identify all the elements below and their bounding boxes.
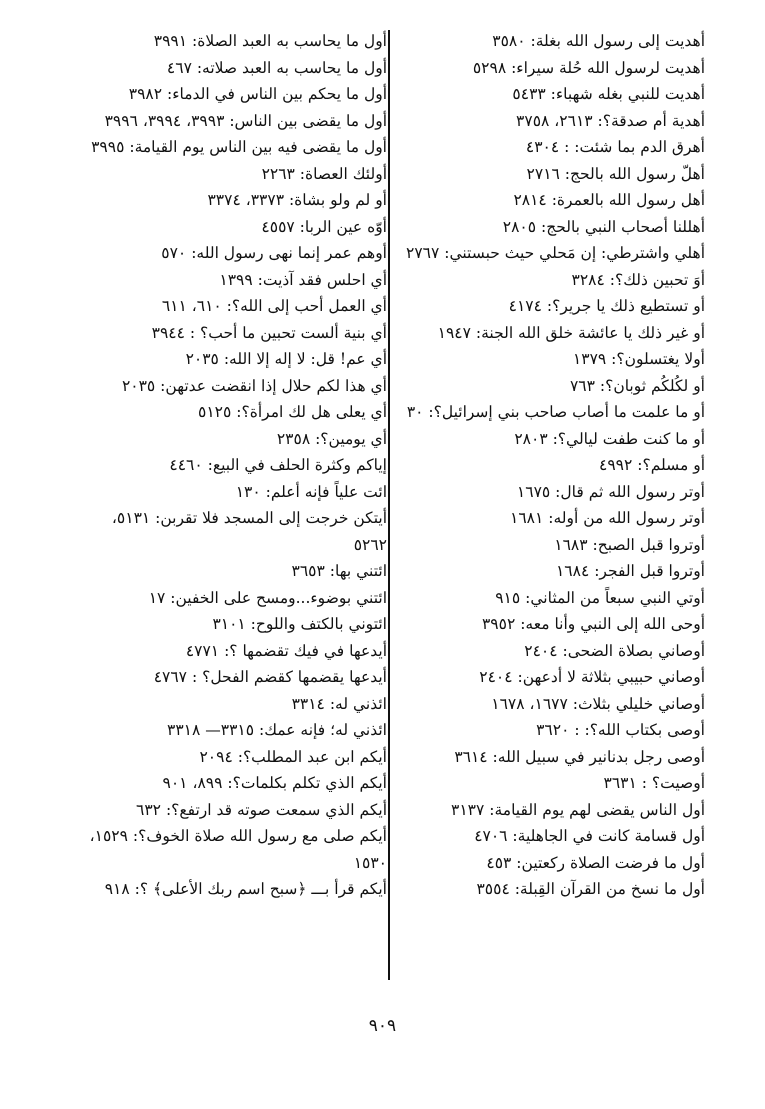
index-entry: أيدعها في فيك تقضمها ؟: ٤٧٧١: [185, 641, 387, 660]
index-column-left: [15, 28, 387, 903]
index-entry: أهديت لرسول الله حُلة سيراء: ٥٢٩٨: [472, 58, 705, 77]
index-entry: أوّه عين الربا: ٤٥٥٧: [261, 217, 387, 236]
index-entry: ائتني بوضوء...ومسح على الخفين: ١٧: [148, 588, 387, 607]
index-entry: ائذني له؛ فإنه عمك: ٣٣١٥— ٣٣١٨: [167, 721, 387, 739]
index-entry: أوصيت؟ : ٣٦٣١: [603, 774, 705, 792]
index-entry: أو ما علمت ما أصاب صاحب بني إسرائيل؟: ٣٠: [406, 403, 705, 421]
index-entry: أي هذا لكم حلال إذا انقضت عدتهن: ٢٠٣٥: [121, 376, 387, 395]
index-entry: أول ما فرضت الصلاة ركعتين: ٤٥٣: [486, 853, 705, 872]
index-entry: أول ما يحاسب به العبد الصلاة: ٣٩٩١: [153, 32, 387, 50]
index-entry: أوصاني بصلاة الضحى: ٢٤٠٤: [524, 641, 705, 660]
index-entry: أهل رسول الله بالعمرة: ٢٨١٤: [513, 191, 705, 209]
index-entry: أو تستطيع ذلك يا جرير؟: ٤١٧٤: [508, 297, 705, 315]
index-entry: أهلي واشترطي: إن مَحلي حيث حبستني: ٢٧٦٧: [406, 244, 705, 262]
index-entry: أول ما نسخ من القرآن القِبلة: ٣٥٥٤: [476, 880, 705, 898]
index-entry: ٥٢٦٢: [353, 535, 387, 554]
index-entry: أوصى بكتاب الله؟: : ٣٦٢٠: [536, 721, 705, 739]
index-column-right: [350, 28, 705, 903]
index-entry: أيكم قرأ بـــ ﴿سبح اسم ربك الأعلى﴾ ؟: ٩١٨: [104, 880, 387, 898]
index-entry: أوتر رسول الله ثم قال: ١٦٧٥: [516, 482, 705, 501]
index-entry: ائتني بها: ٣٦٥٣: [291, 562, 387, 580]
index-entry: أولئك العصاة: ٢٢٦٣: [261, 164, 387, 183]
index-entry: إياكم وكثرة الحلف في البيع: ٤٤٦٠: [169, 456, 387, 474]
index-entry: أيدعها يقضمها كقضم الفحل؟ : ٤٧٦٧: [153, 668, 387, 686]
index-entry: أوصاني حبيبي بثلاثة لا أدعهن: ٢٤٠٤: [479, 668, 705, 686]
column-divider: [388, 30, 390, 980]
index-entry: ائذني له: ٣٣١٤: [291, 694, 387, 713]
index-entry: أيتكن خرجت إلى المسجد فلا تقربن: ٥١٣١،: [111, 509, 387, 527]
index-entry: أو لم ولو بشاة: ٣٣٧٣، ٣٣٧٤: [207, 191, 387, 209]
index-entry: أولا يغتسلون؟: ١٣٧٩: [572, 350, 705, 368]
index-entry: أيكم الذي تكلم بكلمات؟: ٨٩٩، ٩٠١: [162, 774, 387, 792]
index-entry: أهلّ رسول الله بالحج: ٢٧١٦: [526, 164, 705, 183]
index-entry: أو ما كنت طفت ليالي؟: ٢٨٠٣: [514, 429, 705, 448]
index-entry: أهللنا أصحاب النبي بالحج: ٢٨٠٥: [502, 217, 705, 236]
index-entry: أوتروا قبل الفجر: ١٦٨٤: [555, 562, 705, 580]
index-entry: أول ما يحاسب به العبد صلاته: ٤٦٧: [166, 58, 387, 77]
index-entry: أي احلس فقد آذيت: ١٣٩٩: [219, 270, 387, 289]
index-entry: أول الناس يقضى لهم يوم القيامة: ٣١٣٧: [451, 800, 705, 819]
index-entry: أوهم عمر إنما نهى رسول الله: ٥٧٠: [161, 244, 387, 262]
index-entry: أو غير ذلك يا عائشة خلق الله الجنة: ١٩٤٧: [437, 323, 705, 342]
index-entry: أي بنية ألست تحبين ما أحب؟ : ٣٩٤٤: [151, 323, 387, 342]
index-entry: أوصاني خليلي بثلاث: ١٦٧٧، ١٦٧٨: [491, 694, 705, 713]
index-entry: أول ما يقضى بين الناس: ٣٩٩٣، ٣٩٩٤، ٣٩٩٦: [104, 111, 387, 130]
index-entry: أوصى رجل بدنانير في سبيل الله: ٣٦١٤: [454, 747, 705, 766]
index-entry: أيكم الذي سمعت صوته قد ارتفع؟: ٦٣٢: [136, 800, 387, 819]
index-entry: أول ما يحكم بين الناس في الدماء: ٣٩٨٢: [128, 85, 387, 103]
index-entry: أول قسامة كانت في الجاهلية: ٤٧٠٦: [474, 827, 705, 845]
index-entry: ائتوني بالكتف واللوح: ٣١٠١: [212, 615, 387, 633]
index-entry: أو لكُلكُم ثوبان؟: ٧٦٣: [569, 376, 705, 395]
index-entry: أوتروا قبل الصبح: ١٦٨٣: [554, 535, 705, 554]
index-entry: أي يعلى هل لك امرأة؟: ٥١٢٥: [198, 403, 387, 421]
index-entry: أول ما يقضى فيه بين الناس يوم القيامة: ٣٩٩٥: [91, 138, 387, 156]
index-entry: أي يومين؟: ٢٣٥٨: [276, 429, 387, 448]
index-entry: أهديت إلى رسول الله بغلة: ٣٥٨٠: [492, 32, 705, 50]
index-entry: أيكم صلى مع رسول الله صلاة الخوف؟: ١٥٢٩،: [89, 827, 387, 845]
index-entry: أوحى الله إلى النبي وأنا معه: ٣٩٥٢: [481, 615, 705, 633]
index-entry: أوتي النبي سبعاً من المثاني: ٩١٥: [495, 588, 705, 607]
index-entry: أهدية أم صدقة؟: ٢٦١٣، ٣٧٥٨: [516, 111, 705, 130]
index-entry: أهرق الدم بما شئت: : ٤٣٠٤: [525, 138, 705, 156]
index-entry: ١٥٣٠: [353, 853, 387, 872]
page-number: ٩٠٩: [368, 1016, 397, 1036]
index-entry: أوَ تحبين ذلك؟: ٣٢٨٤: [571, 270, 705, 289]
index-entry: أيكم ابن عبد المطلب؟: ٢٠٩٤: [199, 747, 387, 766]
index-entry: أوتر رسول الله من أوله: ١٦٨١: [510, 509, 705, 527]
index-entry: أي العمل أحب إلى الله؟: ٦١٠، ٦١١: [161, 297, 387, 315]
index-entry: أو مسلم؟: ٤٩٩٢: [599, 456, 705, 474]
index-entry: ائت علياً فإنه أعلم: ١٣٠: [235, 482, 387, 501]
index-entry: أي عم! قل: لا إله إلا الله: ٢٠٣٥: [185, 350, 387, 368]
index-entry: أهديت للنبي بغله شهباء: ٥٤٣٣: [512, 85, 705, 103]
